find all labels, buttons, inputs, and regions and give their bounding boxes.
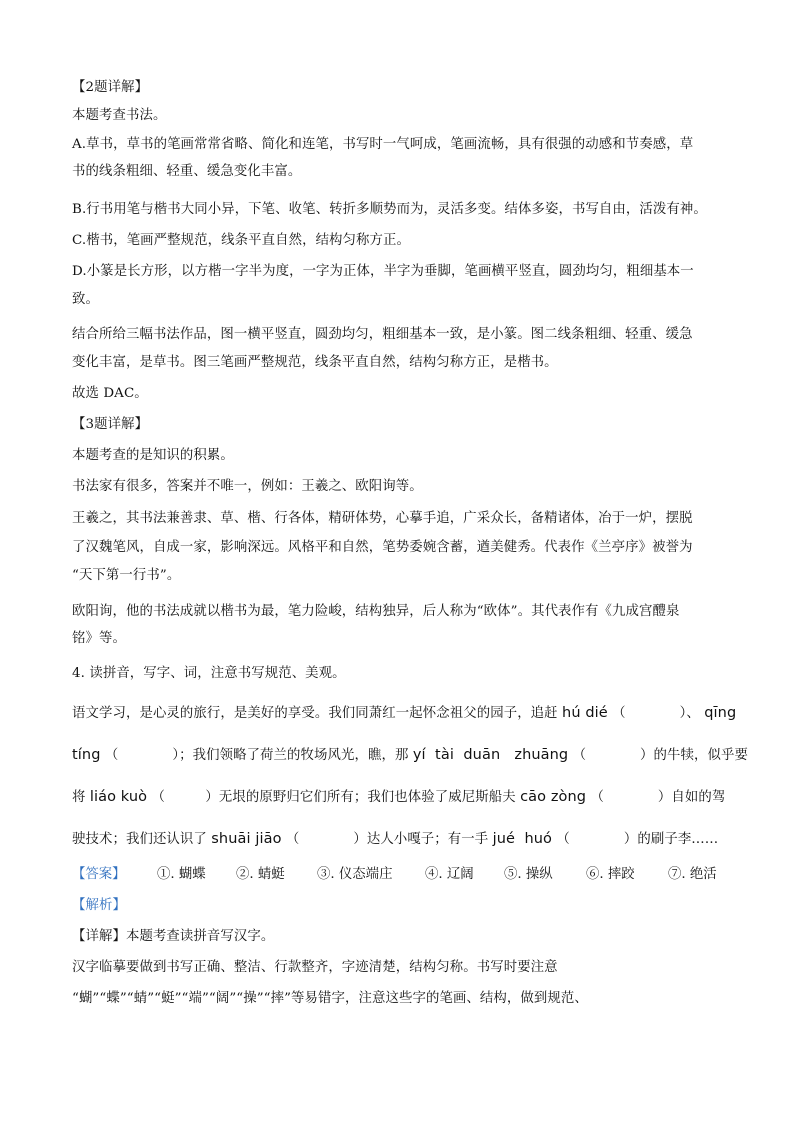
q2-answer: 故选 DAC。 bbox=[72, 386, 148, 401]
answer-item: ⑦. 绝活 bbox=[668, 867, 717, 882]
text: （ ）的刷子李…… bbox=[556, 832, 719, 847]
q3-line1: 书法家有很多，答案并不唯一，例如：王羲之、欧阳询等。 bbox=[72, 479, 423, 494]
answer-item: ②. 蜻蜓 bbox=[236, 867, 285, 882]
answer-item: ③. 仪态端庄 bbox=[317, 867, 393, 882]
pinyin-juehuo: jué huó bbox=[492, 831, 553, 847]
q3-wang-line1: 王羲之，其书法兼善隶、草、楷、行各体，精研体势，心摹手追，广采众长，备精诸体，冶于一炉，摆脱 bbox=[72, 511, 693, 526]
pinyin-shuaijiao: shuāi jiāo bbox=[211, 831, 282, 847]
q4-title: 4. 读拼音，写字、词，注意书写规范、美观。 bbox=[72, 666, 346, 681]
answer-item: ⑤. 操纵 bbox=[504, 867, 553, 882]
q2-intro: 本题考查书法。 bbox=[72, 108, 167, 123]
detail-line3: “蝴”“蝶”“蜻”“蜓”“端”“阔”“操”“摔”等易错字，注意这些字的笔画、结构，做到规范、 bbox=[72, 991, 588, 1006]
detail-line2: 汉字临摹要做到书写正确、整洁、行款整齐，字迹清楚，结构匀称。书写时要注意 bbox=[72, 960, 558, 975]
answer-item: ⑥. 摔跤 bbox=[586, 867, 635, 882]
q4-passage-line2 bbox=[72, 745, 748, 766]
q3-wang-line2: 了汉魏笔风，自成一家，影响深远。风格平和自然，笔势委婉含蓄，遒美健秀。代表作《兰亭序》被誉为 bbox=[72, 540, 693, 555]
q2-summary-line2: 变化丰富，是草书。图三笔画严整规范，线条平直自然，结构匀称方正，是楷书。 bbox=[72, 355, 558, 370]
pinyin-hudie: hú dié bbox=[562, 705, 608, 721]
pinyin-caozong: cāo zòng bbox=[520, 789, 587, 805]
q2-option-b: B.行书用笔与楷书大同小异，下笔、收笔、转折多顺势而为，灵活多变。结体多姿，书写自由，活泼有神。 bbox=[72, 202, 707, 217]
detail-line1: 【详解】本题考查读拼音写汉字。 bbox=[72, 929, 275, 944]
text: 语文学习，是心灵的旅行，是美好的享受。我们同萧红一起怀念祖父的园子，追赶 bbox=[72, 706, 558, 721]
q3-wang-line3: “天下第一行书”。 bbox=[72, 568, 181, 583]
q2-option-d-line1: D.小篆是长方形，以方楷一字半为度，一字为正体，半字为垂脚，笔画横平竖直，圆劲均匀，粗细基本一 bbox=[72, 264, 694, 279]
answer-item: ④. 辽阔 bbox=[425, 867, 474, 882]
q4-passage-line3 bbox=[72, 787, 732, 808]
q3-ouyang-line1: 欧阳询，他的书法成就以楷书为最，笔力险峻，结构独异，后人称为“欧体”。其代表作有《九成宫醴泉 bbox=[72, 604, 680, 619]
text: （ ）的牛犊，似乎要 bbox=[572, 748, 748, 763]
text: 将 bbox=[72, 790, 86, 805]
q3-header: 【3题详解】 bbox=[72, 417, 149, 432]
q2-option-a-line1: A.草书，草书的笔画常常省略、简化和连笔，书写时一气呵成，笔画流畅，具有很强的动感和节奏感，草 bbox=[72, 137, 694, 152]
analysis-tag: 【解析】 bbox=[72, 898, 126, 913]
q2-header: 【2题详解】 bbox=[72, 80, 149, 95]
pinyin-ting: tíng bbox=[72, 747, 101, 763]
q2-option-c: C.楷书，笔画严整规范，线条平直自然，结构匀称方正。 bbox=[72, 233, 410, 248]
text: 驶技术；我们还认识了 bbox=[72, 832, 207, 847]
q2-option-a-line2: 书的线条粗细、轻重、缓急变化丰富。 bbox=[72, 164, 302, 179]
q4-passage-line1 bbox=[72, 703, 737, 724]
text: （ ）无垠的原野归它们所有；我们也体验了威尼斯船夫 bbox=[151, 790, 516, 805]
q4-passage-line4 bbox=[72, 829, 732, 850]
text: （ ）；我们领略了荷兰的牧场风光，瞧，那 bbox=[104, 748, 409, 763]
pinyin-qing: qīng bbox=[704, 705, 737, 721]
blank-paren: （ ）、 bbox=[612, 706, 700, 721]
pinyin-yitaiduanzhuang: yí tài duān zhuāng bbox=[412, 747, 569, 763]
answer-tag: 【答案】 bbox=[72, 867, 126, 882]
answer-item: ①. 蝴蝶 bbox=[157, 867, 206, 882]
answer-row bbox=[72, 865, 732, 885]
text: （ ）自如的驾 bbox=[590, 790, 726, 805]
q3-ouyang-line2: 铭》等。 bbox=[72, 631, 126, 646]
q2-option-d-line2: 致。 bbox=[72, 292, 99, 307]
pinyin-liaokuo: liáo kuò bbox=[89, 789, 148, 805]
text: （ ）达人小嘎子；有一手 bbox=[285, 832, 489, 847]
q3-intro: 本题考查的是知识的积累。 bbox=[72, 448, 234, 463]
q2-summary-line1: 结合所给三幅书法作品，图一横平竖直，圆劲均匀，粗细基本一致，是小篆。图二线条粗细、轻重、缓急 bbox=[72, 327, 693, 342]
